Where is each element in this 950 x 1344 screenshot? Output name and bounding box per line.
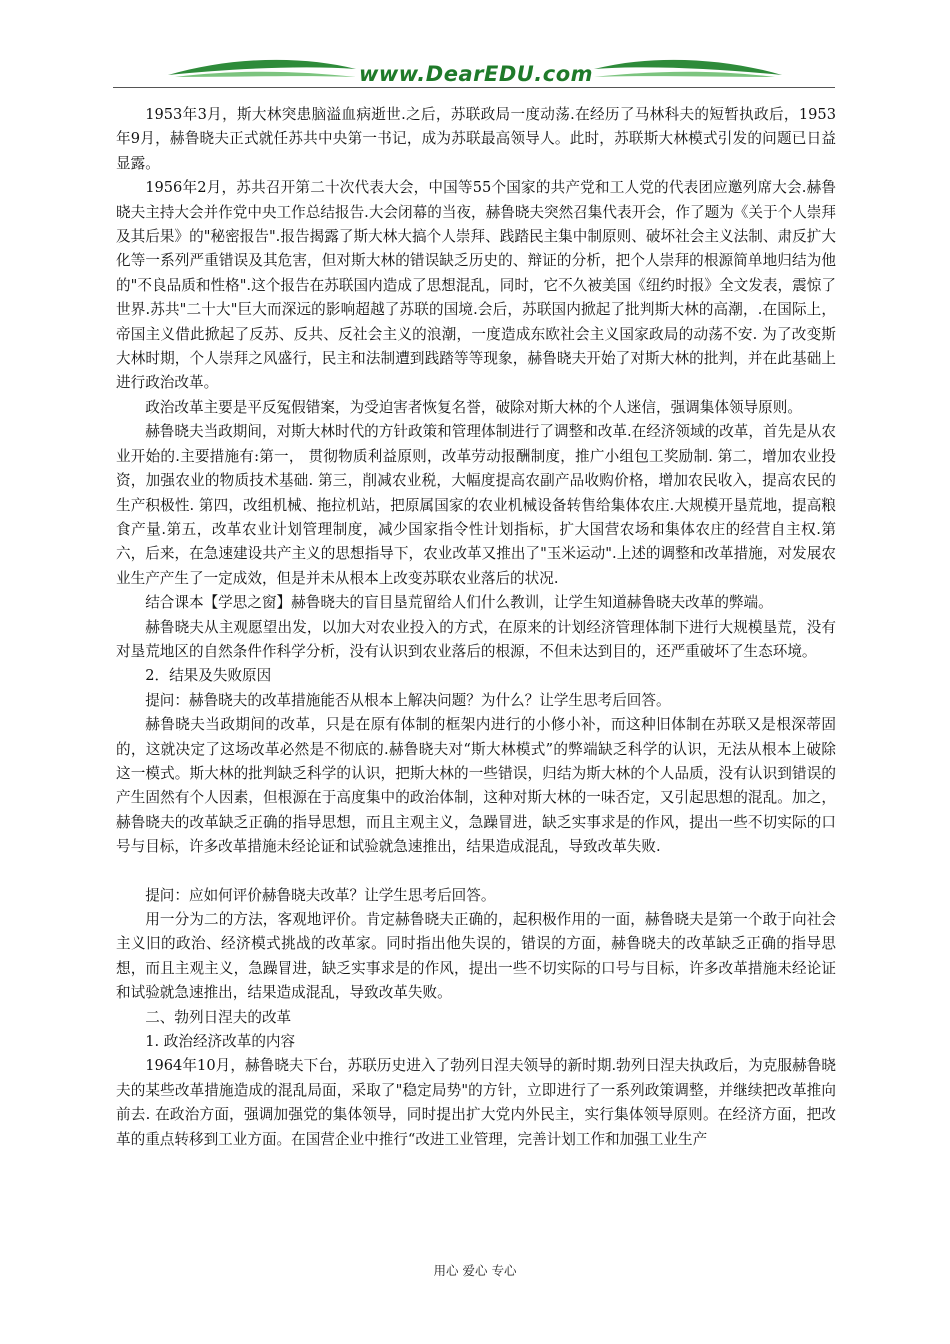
- paragraph: 用一分为二的方法，客观地评价。肯定赫鲁晓夫正确的，起积极作用的一面，赫鲁晓夫是第一个敢于向社会主义旧的政治、经济模式挑战的改革家。同时指出他失误的，错误的方面，赫鲁晓夫的改革缺乏正确的指导思想，而且主观主义，急躁冒进，缺乏实事求是的作风，提出一些不切实际的口号与目标，许多改革措施未经论证和试验就急速推出，结果造成混乱，导致改革失败。: [116, 911, 836, 1002]
- document-body: [116, 103, 836, 1152]
- header-divider: [113, 87, 835, 88]
- paragraph: 1964年10月，赫鲁晓夫下台，苏联历史进入了勃列日涅夫领导的新时期.勃列日涅夫执政后，为克服赫鲁晓夫的某些改革措施造成的混乱局面，采取了"稳定局势"的方针，立即进行了一系列政策调整，并继续把改革推向前去. 在政治方面，强调加强党的集体领导，同时提出扩大党内外民主，实行集体领导原则。在经济方面，把改革的重点转移到工业方面。在国营企业中推行“改进工业管理，完善计划工作和加强工业生产: [116, 1057, 836, 1148]
- paragraph: 赫鲁晓夫从主观愿望出发，以加大对农业投入的方式，在原来的计划经济管理体制下进行大规模垦荒，没有对垦荒地区的自然条件作科学分析，没有认识到农业落后的根源，不但未达到目的，还严重破坏了生态环境。: [116, 618, 836, 660]
- paragraph: 赫鲁晓夫当政期间的改革，只是在原有体制的框架内进行的小修小补，而这种旧体制在苏联又是根深蒂固的，这就决定了这场改革必然是不彻底的.赫鲁晓夫对“斯大林模式”的弊端缺乏科学的认识，无法从根本上破除这一模式。斯大林的批判缺乏科学的认识，把斯大林的一些错误，归结为斯大林的个人品质，没有认识到错误的产生固然有个人因素，但根源在于高度集中的政治体制，这种对斯大林的一味否定，又引起思想的混乱。加之，赫鲁晓夫的改革缺乏正确的指导思想，而且主观主义，急躁冒进，缺乏实事求是的作风，提出一些不切实际的口号与目标，许多改革措施未经论证和试验就急速推出，结果造成混乱，导致改革失败.: [116, 716, 836, 856]
- section-heading: 1. 政治经济改革的内容: [145, 1033, 296, 1051]
- paragraph: 1956年2月，苏共召开第二十次代表大会，中国等55个国家的共产党和工人党的代表团应邀列席大会.赫鲁晓夫主持大会并作党中央工作总结报告.大会闭幕的当夜，赫鲁晓夫突然召集代表开会，作了题为《关于个人崇拜及其后果》的"秘密报告".报告揭露了斯大林大搞个人崇拜、践踏民主集中制原则、破坏社会主义法制、肃反扩大化等一系列严重错误及其危害，但对斯大林的错误缺乏历史的、辩证的分析，把个人崇拜的根源简单地归结为他的"不良品质和性格".这个报告在苏联国内造成了思想混乱，同时，它不久被美国《纽约时报》全文发表，震惊了世界.苏共"二十大"巨大而深远的影响超越了苏联的国境.会后，苏联国内掀起了批判斯大林的高潮，.在国际上，帝国主义借此掀起了反苏、反共、反社会主义的浪潮，一度造成东欧社会主义国家政局的动荡不安. 为了改变斯大林时期，个人崇拜之风盛行，民主和法制遭到践踏等等现象，赫鲁晓夫开始了对斯大林的批判，并在此基础上进行政治改革。: [116, 179, 836, 392]
- paragraph: 提问：应如何评价赫鲁晓夫改革？让学生思考后回答。: [145, 886, 496, 904]
- page-header: [0, 55, 950, 95]
- paragraph: 结合课本【学思之窗】赫鲁晓夫的盲目垦荒留给人们什么教训，让学生知道赫鲁晓夫改革的弊端。: [145, 594, 773, 612]
- paragraph: 1953年3月，斯大林突患脑溢血病逝世.之后，苏联政局一度动荡.在经历了马林科夫的短暂执政后，1953年9月，赫鲁晓夫正式就任苏共中央第一书记，成为苏联最高领导人。此时，苏联斯大林模式引发的问题已日益显露。: [116, 106, 836, 172]
- site-logo-text[interactable]: www.DearEDU.com: [358, 62, 594, 86]
- section-heading: 2．结果及失败原因: [145, 667, 272, 685]
- paragraph: 提问：赫鲁晓夫的改革措施能否从根本上解决问题？为什么？让学生思考后回答。: [145, 691, 671, 709]
- paragraph: 赫鲁晓夫当政期间，对斯大林时代的方针政策和管理体制进行了调整和改革.在经济领域的改革，首先是从农业开始的.主要措施有:第一， 贯彻物质利益原则，改革劳动报酬制度，推广小组包工奖励制. 第二，增加农业投资，加强农业的物质技术基础. 第三，削减农业税，大幅度提高农副产品收购价格，增加农民收入，提高农民的生产积极性. 第四，改组机械、拖拉机站，把原属国家的农业机械设备转售给集体农庄.大规模开垦荒地，提高粮食产量.第五，改革农业计划管理制度，减少国家指令性计划指标，扩大国营农场和集体农庄的经营自主权.第六，后来，在急速建设共产主义的思想指导下，农业改革又推出了"玉米运动".上述的调整和改革措施，对发展农业生产产生了一定成效，但是并未从根本上改变苏联农业落后的状况.: [116, 423, 836, 587]
- section-heading: 二、勃列日涅夫的改革: [145, 1008, 292, 1026]
- page-footer: 用心 爱心 专心: [433, 1263, 517, 1278]
- paragraph: 政治改革主要是平反冤假错案，为受迫害者恢复名誉，破除对斯大林的个人迷信，强调集体领导原则。: [145, 398, 802, 416]
